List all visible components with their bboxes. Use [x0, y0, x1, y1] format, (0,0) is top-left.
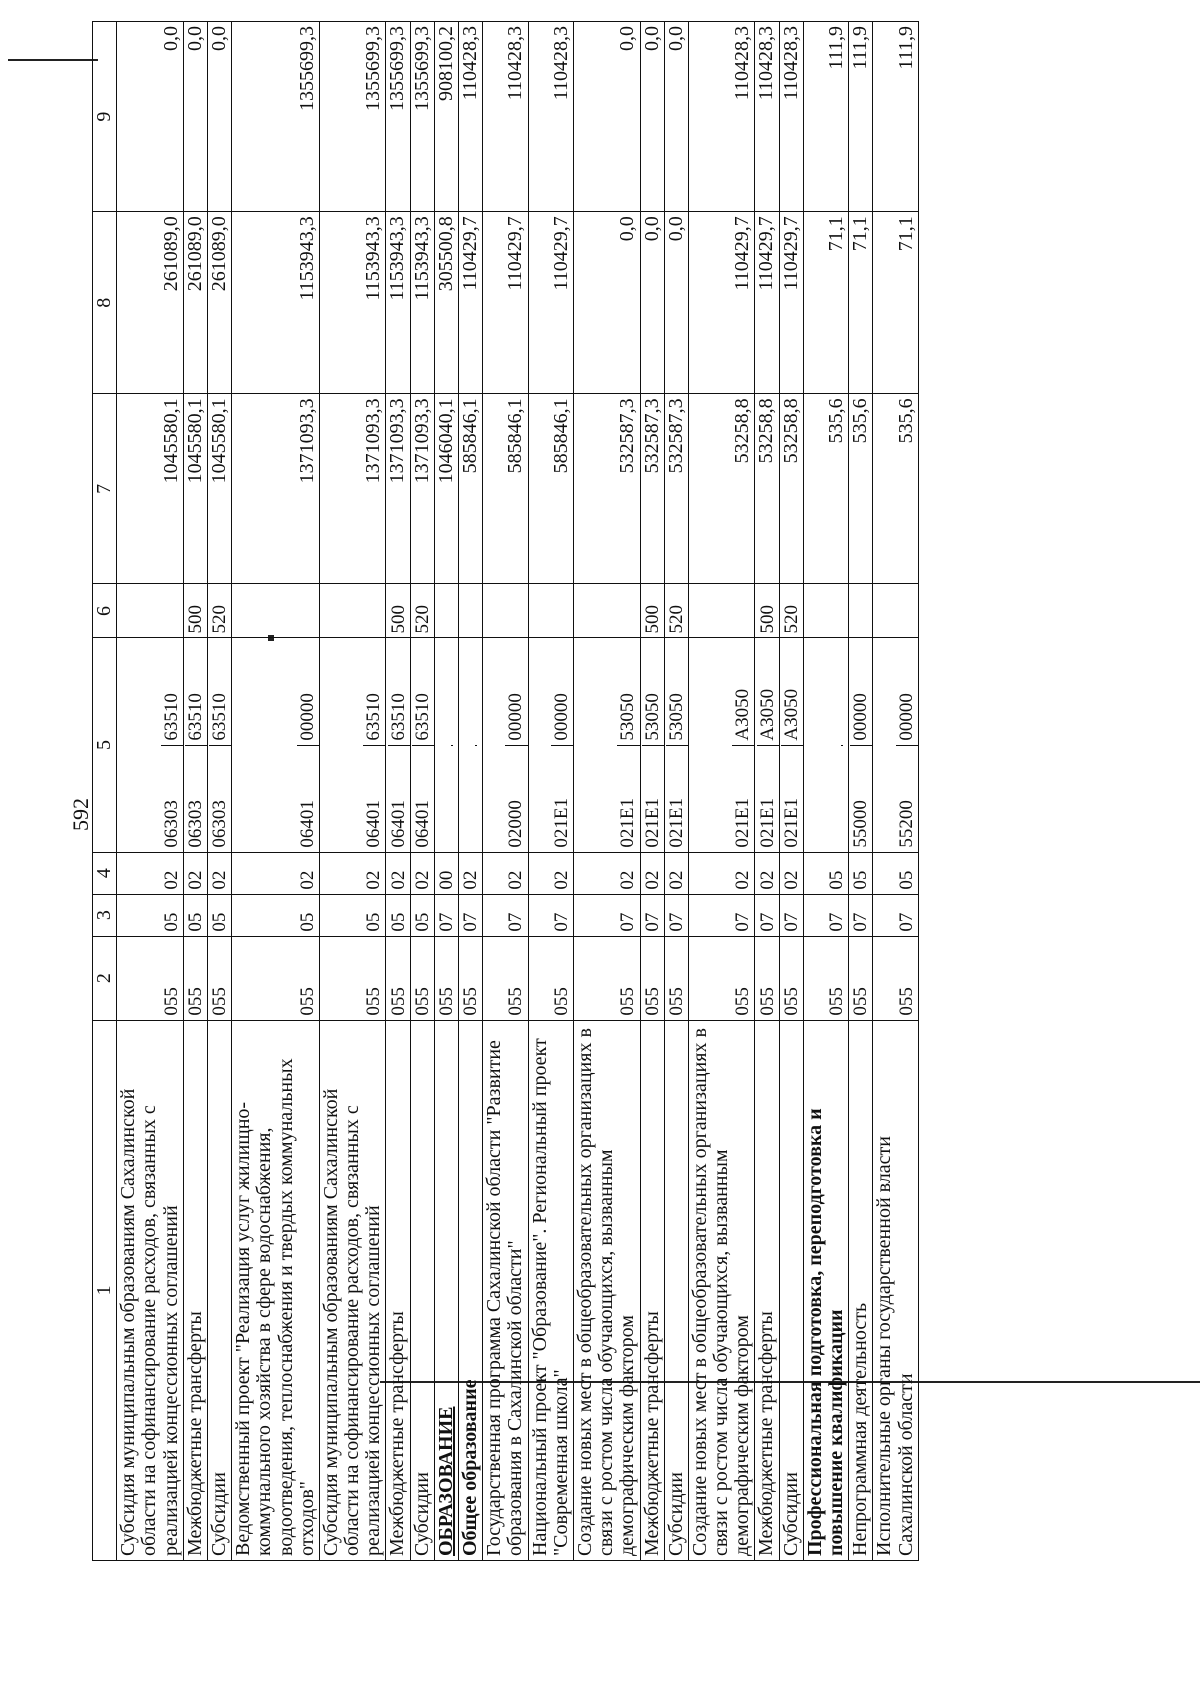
row-name: Ведомственный проект "Реализация услуг жилищно-коммунального хозяйства в сфере водоснабжения, водоотведения, теплоснабжения и твердых коммунальных отходов" [232, 1020, 320, 1560]
column-header-7: 7 [93, 394, 117, 584]
target-article-part-1: 06303 [161, 745, 183, 852]
table-row [664, 22, 688, 1561]
amount-col-8: 1153943,3 [410, 212, 434, 394]
target-article-code [573, 638, 640, 852]
section-code: 07 [873, 894, 918, 936]
row-name: Субсидии [664, 1020, 688, 1560]
target-article-part-1: 021E1 [757, 745, 779, 852]
target-article-code [319, 638, 386, 852]
target-article-part-1: 06401 [388, 745, 410, 852]
target-article-part-2: 00000 [850, 693, 872, 741]
section-code: 05 [319, 894, 386, 936]
target-article-code [688, 638, 755, 852]
amount-col-9: 111,9 [803, 22, 848, 212]
amount-col-9: 1355699,3 [386, 22, 410, 212]
table-row [688, 22, 755, 1561]
row-name: Субсидии [779, 1020, 803, 1560]
target-article-code [410, 638, 434, 852]
column-header-2: 2 [93, 936, 117, 1020]
ministry-code: 055 [573, 936, 640, 1020]
target-article-code [483, 638, 528, 852]
column-header-9: 9 [93, 22, 117, 212]
target-article-part-2: 63510 [363, 693, 385, 741]
ministry-code: 055 [386, 936, 410, 1020]
amount-col-8: 261089,0 [117, 212, 184, 394]
subsection-code: 02 [386, 852, 410, 894]
amount-col-7: 585846,1 [459, 394, 483, 584]
target-article-part-1: 06401 [412, 745, 434, 852]
target-article-part-2: А3050 [732, 688, 754, 741]
section-code: 07 [779, 894, 803, 936]
target-article-code [117, 638, 184, 852]
ministry-code: 055 [483, 936, 528, 1020]
subsection-code: 02 [755, 852, 779, 894]
amount-col-7: 1045580,1 [183, 394, 207, 584]
table-row [803, 22, 848, 1561]
budget-table [92, 21, 919, 1561]
target-article-code [664, 638, 688, 852]
subsection-code: 05 [849, 852, 873, 894]
expense-type-code [803, 584, 848, 638]
column-header-1: 1 [93, 1020, 117, 1560]
ministry-code: 055 [319, 936, 386, 1020]
amount-col-8: 1153943,3 [232, 212, 320, 394]
amount-col-9: 110428,3 [483, 22, 528, 212]
section-code: 07 [688, 894, 755, 936]
row-name: Субсидии [207, 1020, 231, 1560]
amount-col-7: 535,6 [849, 394, 873, 584]
table-row [528, 22, 573, 1561]
subsection-code: 02 [483, 852, 528, 894]
table-row [755, 22, 779, 1561]
target-article-part-1: 021E1 [781, 745, 803, 852]
amount-col-9: 110428,3 [528, 22, 573, 212]
section-code: 07 [573, 894, 640, 936]
row-name: Общее образование [459, 1020, 483, 1560]
expense-type-code [573, 584, 640, 638]
amount-col-8: 261089,0 [183, 212, 207, 394]
amount-col-9: 908100,2 [434, 22, 458, 212]
table-row [483, 22, 528, 1561]
corner-rule [8, 59, 98, 61]
table-row [779, 22, 803, 1561]
amount-col-9: 110428,3 [459, 22, 483, 212]
target-article-part-2: 63510 [411, 693, 433, 741]
column-header-4: 4 [93, 852, 117, 894]
target-article-code [528, 638, 573, 852]
target-article-part-2: А3050 [756, 688, 778, 741]
row-name: ОБРАЗОВАНИЕ [434, 1020, 458, 1560]
target-article-part-2: 00000 [296, 693, 318, 741]
target-article-part-1: 021E1 [617, 745, 639, 852]
amount-col-8: 1153943,3 [319, 212, 386, 394]
table-row [849, 22, 873, 1561]
amount-col-9: 1355699,3 [410, 22, 434, 212]
target-article-code [386, 638, 410, 852]
row-name: Субсидия муниципальным образованиям Сахалинской области на софинансирование расходов, связанных с реализацией концессионных соглашений [319, 1020, 386, 1560]
column-header-8: 8 [93, 212, 117, 394]
expense-type-code: 520 [207, 584, 231, 638]
target-article-part-2: 63510 [160, 693, 182, 741]
column-header-5: 5 [93, 638, 117, 852]
row-name: Субсидии [410, 1020, 434, 1560]
ministry-code: 055 [459, 936, 483, 1020]
amount-col-8: 71,1 [803, 212, 848, 394]
target-article-part-2: 63510 [387, 693, 409, 741]
ministry-code: 055 [410, 936, 434, 1020]
table-row [319, 22, 386, 1561]
amount-col-7: 1045580,1 [117, 394, 184, 584]
amount-col-8: 305500,8 [434, 212, 458, 394]
target-article-part-2: 53050 [665, 693, 687, 741]
amount-col-7: 1046040,1 [434, 394, 458, 584]
amount-col-8: 71,1 [873, 212, 918, 394]
expense-type-code: 520 [410, 584, 434, 638]
expense-type-code [319, 584, 386, 638]
amount-col-7: 532587,3 [640, 394, 664, 584]
expense-type-code: 500 [755, 584, 779, 638]
subsection-code: 02 [207, 852, 231, 894]
subsection-code: 02 [459, 852, 483, 894]
target-article-part-1: 06303 [209, 745, 231, 852]
amount-col-7: 1371093,3 [232, 394, 320, 584]
target-article-part-2: 00000 [550, 693, 572, 741]
amount-col-8: 110429,7 [688, 212, 755, 394]
table-row [117, 22, 184, 1561]
subsection-code: 00 [434, 852, 458, 894]
amount-col-7: 53258,8 [688, 394, 755, 584]
target-article-part-2: 63510 [209, 693, 230, 741]
expense-type-code: 520 [779, 584, 803, 638]
target-article-part-1: 55000 [850, 745, 872, 852]
target-article-code [803, 638, 848, 852]
section-code: 05 [183, 894, 207, 936]
amount-col-7: 53258,8 [755, 394, 779, 584]
subsection-code: 05 [803, 852, 848, 894]
expense-type-code [232, 584, 320, 638]
amount-col-8: 110429,7 [755, 212, 779, 394]
ministry-code: 055 [434, 936, 458, 1020]
amount-col-8: 110429,7 [459, 212, 483, 394]
amount-col-9: 0,0 [573, 22, 640, 212]
amount-col-9: 0,0 [117, 22, 184, 212]
amount-col-7: 1371093,3 [319, 394, 386, 584]
amount-col-8: 110429,7 [779, 212, 803, 394]
expense-type-code: 500 [640, 584, 664, 638]
section-code: 05 [410, 894, 434, 936]
target-article-part-1 [475, 745, 477, 852]
ministry-code: 055 [849, 936, 873, 1020]
amount-col-8: 0,0 [640, 212, 664, 394]
expense-type-code: 500 [183, 584, 207, 638]
amount-col-7: 1371093,3 [410, 394, 434, 584]
target-article-part-1: 021E1 [551, 745, 573, 852]
table-row [573, 22, 640, 1561]
subsection-code: 02 [117, 852, 184, 894]
section-code: 05 [117, 894, 184, 936]
amount-col-9: 111,9 [873, 22, 918, 212]
table-header-row [93, 22, 117, 1561]
target-article-code [873, 638, 918, 852]
ministry-code: 055 [528, 936, 573, 1020]
target-article-part-1: 021E1 [666, 745, 688, 852]
target-article-part-2: 00000 [505, 693, 527, 741]
subsection-code: 02 [183, 852, 207, 894]
section-code: 05 [386, 894, 410, 936]
column-header-3: 3 [93, 894, 117, 936]
section-code: 07 [528, 894, 573, 936]
row-name: Межбюджетные трансферты [640, 1020, 664, 1560]
amount-col-9: 0,0 [207, 22, 231, 212]
amount-col-7: 1045580,1 [207, 394, 231, 584]
ministry-code: 055 [183, 936, 207, 1020]
section-code: 07 [434, 894, 458, 936]
target-article-code [459, 638, 483, 852]
amount-col-7: 532587,3 [664, 394, 688, 584]
subsection-code: 05 [873, 852, 918, 894]
table-row [207, 22, 231, 1561]
row-name: Создание новых мест в общеобразовательных организациях в связи с ростом числа обучающихся, вызванным демографическим фактором [573, 1020, 640, 1560]
amount-col-8: 71,1 [849, 212, 873, 394]
row-name: Межбюджетные трансферты [755, 1020, 779, 1560]
table-row [640, 22, 664, 1561]
table-row [873, 22, 918, 1561]
amount-col-7: 53258,8 [779, 394, 803, 584]
ministry-code: 055 [207, 936, 231, 1020]
table-row [232, 22, 320, 1561]
target-article-part-2: А3050 [780, 688, 802, 741]
target-article-part-1 [841, 745, 843, 852]
section-code: 05 [232, 894, 320, 936]
amount-col-8: 0,0 [573, 212, 640, 394]
row-name: Создание новых мест в общеобразовательных организациях в связи с ростом числа обучающихся, вызванным демографическим фактором [688, 1020, 755, 1560]
row-name: Национальный проект "Образование". Региональный проект "Современная школа" [528, 1020, 573, 1560]
expense-type-code [528, 584, 573, 638]
target-article-part-1: 55200 [896, 745, 918, 852]
table-row [183, 22, 207, 1561]
section-code: 05 [207, 894, 231, 936]
amount-col-7: 532587,3 [573, 394, 640, 584]
ministry-code: 055 [117, 936, 184, 1020]
expense-type-code [483, 584, 528, 638]
row-name: Субсидия муниципальным образованиям Сахалинской области на софинансирование расходов, связанных с реализацией концессионных соглашений [117, 1020, 184, 1560]
amount-col-9: 0,0 [640, 22, 664, 212]
target-article-part-1 [451, 745, 453, 852]
subsection-code: 02 [410, 852, 434, 894]
amount-col-9: 110428,3 [779, 22, 803, 212]
amount-col-7: 585846,1 [528, 394, 573, 584]
expense-type-code [849, 584, 873, 638]
ministry-code: 055 [779, 936, 803, 1020]
subsection-code: 02 [232, 852, 320, 894]
subsection-code: 02 [573, 852, 640, 894]
target-article-code [849, 638, 873, 852]
subsection-code: 02 [664, 852, 688, 894]
amount-col-8: 110429,7 [528, 212, 573, 394]
target-article-part-1: 06401 [297, 745, 319, 852]
expense-type-code: 500 [386, 584, 410, 638]
amount-col-9: 0,0 [664, 22, 688, 212]
table-row [410, 22, 434, 1561]
target-article-part-1: 06401 [363, 745, 385, 852]
section-code: 07 [664, 894, 688, 936]
section-code: 07 [483, 894, 528, 936]
subsection-code: 02 [640, 852, 664, 894]
subsection-code: 02 [528, 852, 573, 894]
section-code: 07 [803, 894, 848, 936]
target-article-part-1: 021E1 [642, 745, 664, 852]
target-article-code [232, 638, 320, 852]
amount-col-9: 1355699,3 [232, 22, 320, 212]
amount-col-8: 1153943,3 [386, 212, 410, 394]
section-code: 07 [755, 894, 779, 936]
target-article-code [779, 638, 803, 852]
subsection-code: 02 [688, 852, 755, 894]
row-name: Межбюджетные трансферты [183, 1020, 207, 1560]
target-article-code [207, 638, 231, 852]
subsection-code: 02 [779, 852, 803, 894]
expense-type-code [459, 584, 483, 638]
target-article-part-1: 021E1 [732, 745, 754, 852]
amount-col-8: 261089,0 [207, 212, 231, 394]
amount-col-9: 111,9 [849, 22, 873, 212]
ministry-code: 055 [755, 936, 779, 1020]
expense-type-code [873, 584, 918, 638]
row-name: Государственная программа Сахалинской области "Развитие образования в Сахалинской области" [483, 1020, 528, 1560]
target-article-part-2: 53050 [641, 693, 663, 741]
ministry-code: 055 [640, 936, 664, 1020]
amount-col-9: 110428,3 [755, 22, 779, 212]
ministry-code: 055 [232, 936, 320, 1020]
section-code: 07 [849, 894, 873, 936]
expense-type-code [688, 584, 755, 638]
subsection-code: 02 [319, 852, 386, 894]
table-row [459, 22, 483, 1561]
row-name: Непрограммная деятельность [849, 1020, 873, 1560]
ministry-code: 055 [803, 936, 848, 1020]
row-name: Исполнительные органы государственной власти Сахалинской области [873, 1020, 918, 1560]
row-name: Профессиональная подготовка, переподготовка и повышение квалификации [803, 1020, 848, 1560]
column-header-6: 6 [93, 584, 117, 638]
row-name: Межбюджетные трансферты [386, 1020, 410, 1560]
amount-col-9: 0,0 [183, 22, 207, 212]
expense-type-code: 520 [664, 584, 688, 638]
amount-col-7: 585846,1 [483, 394, 528, 584]
target-article-part-1: 06303 [185, 745, 207, 852]
amount-col-8: 0,0 [664, 212, 688, 394]
target-article-code [640, 638, 664, 852]
amount-col-7: 535,6 [873, 394, 918, 584]
ministry-code: 055 [873, 936, 918, 1020]
ministry-code: 055 [664, 936, 688, 1020]
expense-type-code [434, 584, 458, 638]
amount-col-7: 1371093,3 [386, 394, 410, 584]
target-article-code [434, 638, 458, 852]
target-article-part-2: 63510 [184, 693, 206, 741]
page-number: 592 [68, 798, 93, 831]
target-article-code [755, 638, 779, 852]
target-article-code [183, 638, 207, 852]
table-row [386, 22, 410, 1561]
target-article-part-2: 53050 [617, 693, 639, 741]
table-row [434, 22, 458, 1561]
ministry-code: 055 [688, 936, 755, 1020]
section-code: 07 [459, 894, 483, 936]
expense-type-code [117, 584, 184, 638]
target-article-part-1: 02000 [505, 745, 527, 852]
section-code: 07 [640, 894, 664, 936]
amount-col-7: 535,6 [803, 394, 848, 584]
amount-col-9: 1355699,3 [319, 22, 386, 212]
amount-col-9: 110428,3 [688, 22, 755, 212]
target-article-part-2: 00000 [895, 693, 917, 741]
amount-col-8: 110429,7 [483, 212, 528, 394]
